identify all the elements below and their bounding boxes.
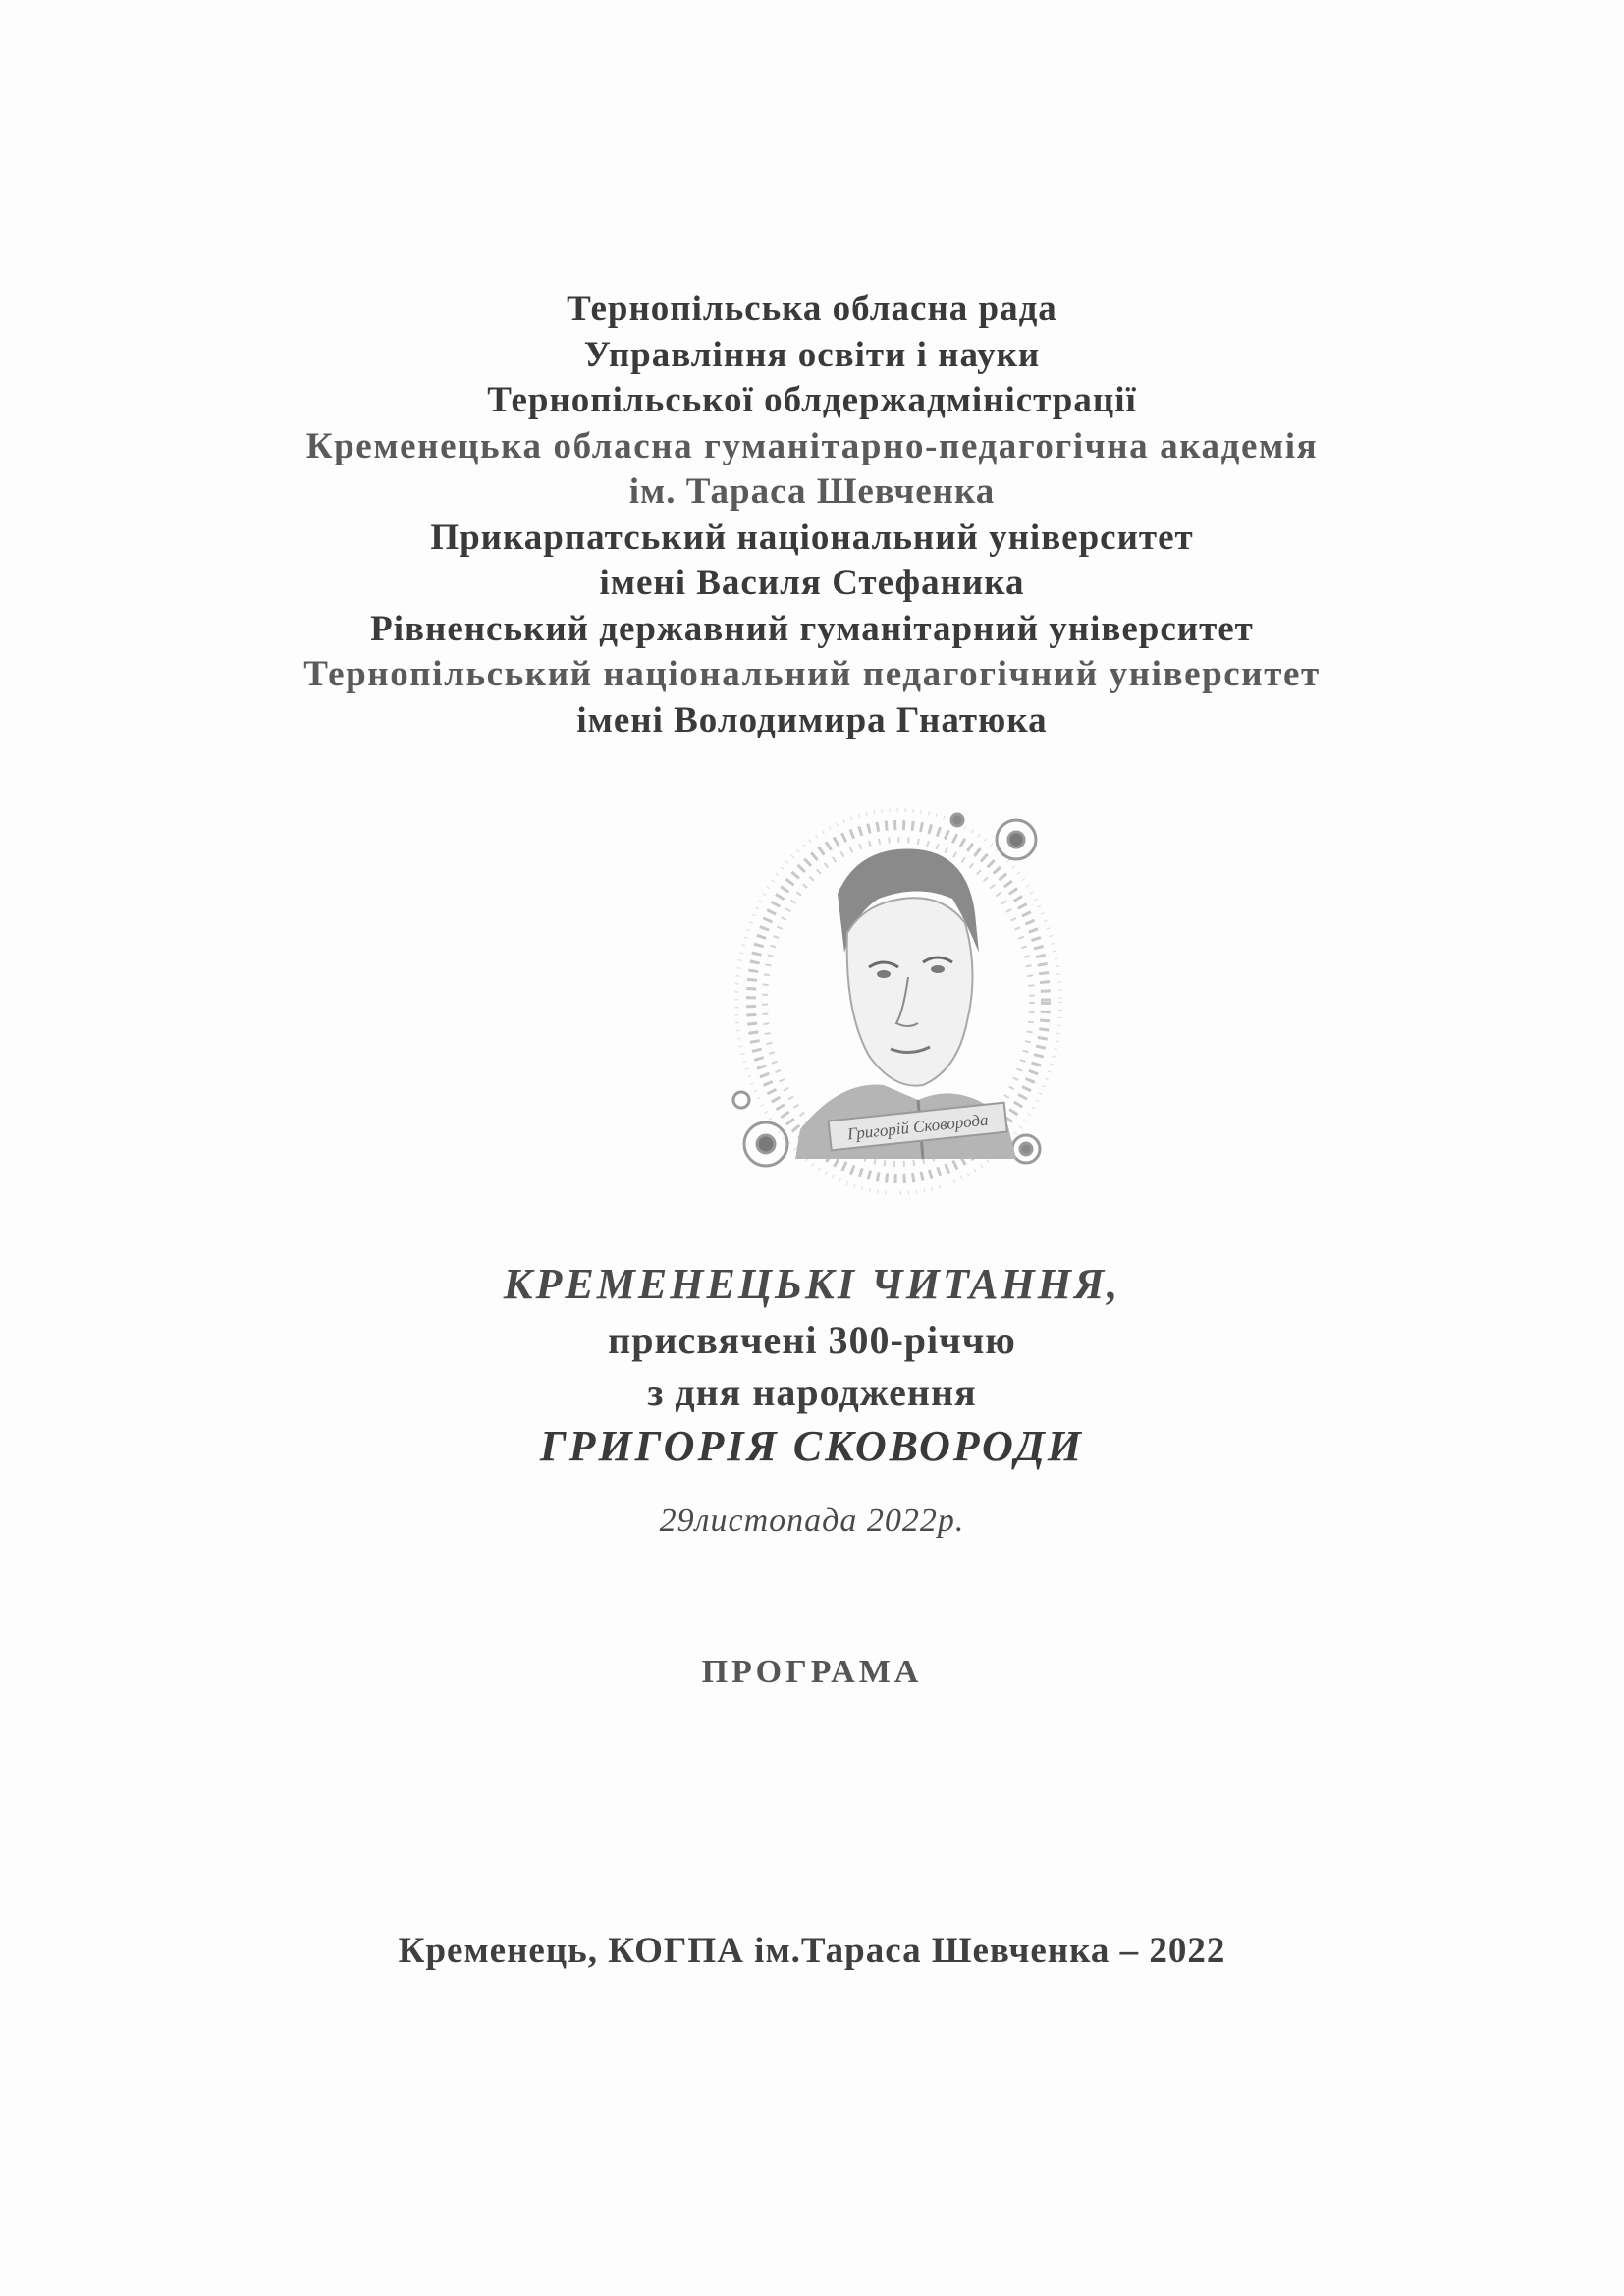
header-line: Управління освіти і науки: [583, 334, 1041, 375]
title-line: ГРИГОРІЯ СКОВОРОДИ: [540, 1422, 1084, 1470]
header-line: Прикарпатський національний університет: [430, 517, 1194, 558]
header-line: Тернопільський національний педагогічний університет: [303, 654, 1321, 694]
header-line: Тернопільської облдержадміністрації: [487, 380, 1137, 420]
organizations-header: [0, 287, 1624, 743]
header-line: Рівненський державний гуманітарний університет: [370, 608, 1254, 649]
title-line: КРЕМЕНЕЦЬКІ ЧИТАННЯ,: [503, 1260, 1121, 1308]
publication-footer: Кременець, КОГПА ім.Тараса Шевченка – 2022: [398, 1931, 1226, 1971]
header-line: імені Василя Стефаника: [599, 563, 1025, 603]
event-date: 29листопада 2022р.: [659, 1503, 965, 1539]
skovoroda-portrait: [722, 805, 1081, 1213]
header-line: ім. Тараса Шевченка: [628, 471, 996, 512]
header-line: імені Володимира Гнатюка: [576, 699, 1048, 740]
event-title: [0, 1255, 1624, 1475]
header-line: Кременецька обласна гуманітарно-педагогічна академія: [305, 425, 1319, 466]
header-line: Тернопільська обласна рада: [567, 289, 1057, 329]
portrait-caption: Григорій Сковорода: [846, 1110, 990, 1144]
title-line: присвячені 300-річчю: [608, 1318, 1016, 1362]
title-line: з дня народження: [647, 1370, 977, 1414]
program-heading: ПРОГРАМА: [701, 1654, 923, 1690]
